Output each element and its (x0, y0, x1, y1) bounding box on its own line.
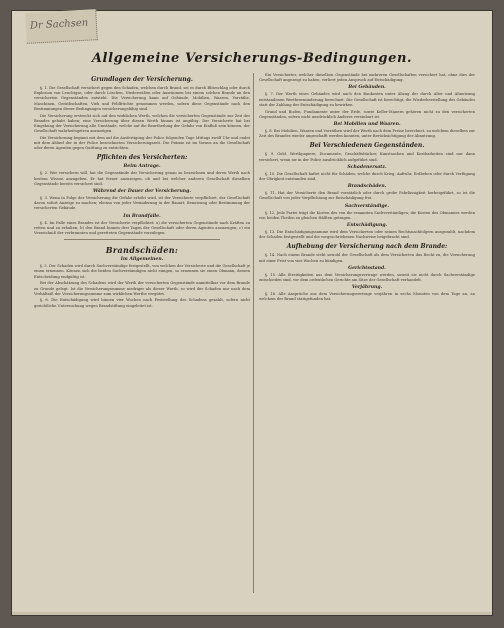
paragraph: §. 7. Der Werth eines Gebäudes wird nach den Baukosten unter Abzug der durch Alter und Abnutzung entstandenen Werthverminderung berechnet. Die Gesellschaft ist berechtigt, die Wiederherstellung des Gebäudes statt der Zahlung der Entschädigung zu bewirken. (259, 92, 475, 107)
column-divider (253, 73, 254, 593)
section-heading: Brandschäden: (105, 245, 179, 256)
minor-heading: Entschädigung. (346, 222, 388, 228)
paragraph: Grund und Boden, Fundamente unter der Erde, sowie Keller-Mauern gehören nicht zu den versicherten Gegenständen, sofern nicht ausdrücklich Anderes vereinbart ist. (259, 109, 475, 119)
paragraph: §. 14. Nach einem Brande steht sowohl der Gesellschaft als dem Versicherten das Recht zu, die Versicherung mit einer Frist von vier Wochen zu kündigen. (259, 253, 475, 263)
paragraph: §. 13. Die Entschädigungssumme wird dem Versicherten oder seinen Rechtsnachfolgern ausgezahlt, nachdem der Schaden festgestellt und die vorgeschriebenen Nachweise beigebracht sind. (259, 229, 475, 240)
minor-heading: Während der Dauer der Versicherung. (93, 189, 191, 195)
paragraph: §. 4. Im Falle eines Brandes ist der Versicherte verpflichtet: a) die versicherten Gegenstände nach Kräften zu retten und zu erhalten; b) den Brand binnen drei Tagen der Gesellschaft oder deren Agenten anzuzeigen; c) ein Verzeichniß der verbrannten und geretteten Gegenstände vorzulegen. (34, 220, 250, 236)
right-column (259, 73, 475, 304)
minor-heading: Brandschäden. (347, 184, 387, 190)
paragraph: §. 8. Bei Mobilien, Waaren und Vorräthen wird der Werth nach dem Preise berechnet, zu welchem dieselben zur Zeit des Brandes wieder angeschafft werden konnten, unter Berücksichtigung der Abnutzung. (259, 128, 475, 139)
paragraph: §. 10. Die Gesellschaft haftet nicht für Schäden, welche durch Krieg, Aufruhr, Erdbeben oder durch Verfügung der Obrigkeit entstanden sind. (259, 171, 475, 181)
paragraph: §. 5. Der Schaden wird durch Sachverständige festgestellt, von welchen der Versicherte und die Gesellschaft je einen ernennen. Können sich die beiden Sachverständigen nicht einigen, so ernennen sie einen Obmann, dessen Entscheidung endgültig ist. (34, 264, 250, 279)
paragraph: Die Versicherung beginnt mit dem auf die Ausfertigung der Police folgenden Tage Mittags zwölf Uhr und endet mit dem Ablauf der in der Police bezeichneten Versicherungszeit. Die Prämie ist im Voraus an die Gesellschaft oder deren Agenten gegen Quittung zu entrichten. (34, 135, 250, 151)
paragraph: §. 3. Wenn in Folge der Versicherung die Gefahr erhöht wird, ist der Versicherte verpflichtet, der Gesellschaft davon sofort Anzeige zu machen; ebenso von jeder Veränderung in der Bauart, Benutzung oder Bestimmung der versicherten Gebäude. (34, 196, 250, 211)
paragraph: §. 2. Wer versichern will, hat die Gegenstände der Versicherung genau zu bezeichnen und deren Werth nach bestem Wissen anzugeben. Er hat ferner anzuzeigen, ob und bei welcher anderen Gesellschaft dieselben Gegenstände bereits versichert sind. (34, 171, 250, 186)
minor-heading: Verjährung. (351, 285, 383, 291)
stamp-text: Dr Sachsen (29, 17, 89, 32)
paragraph: §. 11. Hat der Versicherte den Brand vorsätzlich oder durch grobe Fahrlässigkeit herbeigeführt, so ist die Gesellschaft von jeder Verpflichtung zur Entschädigung frei. (259, 191, 475, 201)
paragraph: §. 15. Alle Streitigkeiten aus dem Versicherungsvertrage werden, soweit sie nicht durch Sachverständige entschieden sind, vor dem ordentlichen Gerichte am Sitze der Gesellschaft verhandelt. (259, 272, 475, 282)
paragraph: §. 12. Jede Partei trägt die Kosten des von ihr ernannten Sachverständigen; die Kosten des Obmannes werden von beiden Theilen zu gleichen Hälften getragen. (259, 210, 475, 220)
minor-heading: Beim Antrage. (123, 164, 161, 170)
subsection-heading: Pflichten des Versicherten: (96, 154, 188, 162)
document-page (11, 10, 493, 616)
minor-heading: Bei Gebäuden. (348, 85, 386, 91)
minor-heading: Gerichtsstand. (348, 265, 386, 271)
section-rule (64, 239, 220, 240)
subsection-heading: Grundlagen der Versicherung. (91, 76, 193, 83)
subsection-heading: Bei Verschiedenen Gegenständen. (309, 142, 425, 150)
paragraph: §. 1. Die Gesellschaft versichert gegen den Schaden, welchen durch Brand, sei es durch Blitzschlag oder durch Explosion von Leuchtgas, oder durch Löschen, Niederreißen oder Ausräumen bei einem solchen Brande an den versicherten Gegenständen entsteht. Die Versicherung kann auf Gebäude, Mobilien, Waaren, Vorräthe, Maschinen, Geräthschaften, Vieh und Feldfrüchte genommen werden, sofern diese Gegenstände nach den Bestimmungen dieser Bedingungen versicherungsfähig sind. (34, 86, 250, 111)
left-column (34, 73, 250, 310)
paragraph: Die Versicherung erstreckt sich auf den wirklichen Werth, welchen die versicherten Gegenstände zur Zeit des Brandes gehabt haben; eine Versicherung über diesen Werth hinaus ist ungültig. Der Versicherte hat bei Eingehung der Versicherung alle Umstände, welche auf die Beurtheilung der Gefahr von Einfluß sein können, der Gesellschaft wahrheitsgetreu anzuzeigen. (34, 113, 250, 134)
paragraph: §. 16. Alle Ansprüche aus dem Versicherungsvertrage verjähren in sechs Monaten von dem Tage an, an welchem der Brand stattgefunden hat. (259, 292, 475, 302)
paragraph: §. 9. Geld, Werthpapiere, Documente, Geschäftsbücher, Kunstsachen und Kostbarkeiten sind nur dann versichert, wenn sie in der Police ausdrücklich aufgeführt sind. (259, 152, 475, 162)
paragraph: Ein Versicherter, welcher dieselben Gegenstände bei mehreren Gesellschaften versichert hat, ohne dies der Gesellschaft angezeigt zu haben, verliert jeden Anspruch auf Entschädigung. (259, 73, 475, 83)
page-bottom-edge (12, 612, 492, 615)
document-title: Allgemeine Versicherungs-Bedingungen. (91, 51, 413, 66)
minor-heading: Bei Mobilien und Waaren. (333, 121, 401, 127)
corner-stamp (25, 9, 98, 44)
minor-heading: Im Brandfalle. (123, 213, 161, 219)
minor-heading: Im Allgemeinen. (120, 257, 164, 263)
subsection-heading: Aufhebung der Versicherung nach dem Brande: (286, 243, 448, 251)
paragraph: §. 6. Die Entschädigung wird binnen vier Wochen nach Feststellung des Schadens gezahlt, sofern nicht gerichtliche Untersuchung wegen Brandstiftung eingeleitet ist. (34, 298, 250, 308)
minor-heading: Schadenersatz. (347, 164, 387, 170)
paragraph: Bei der Abschätzung des Schadens wird der Werth der versicherten Gegenstände unmittelbar vor dem Brande zu Grunde gelegt. Ist die Versicherungssumme niedriger als dieser Werth, so wird der Schaden nur nach dem Verhältniß der Versicherungssumme zum wirklichen Werthe vergütet. (34, 281, 250, 296)
minor-heading: Sachverständige. (344, 203, 390, 209)
